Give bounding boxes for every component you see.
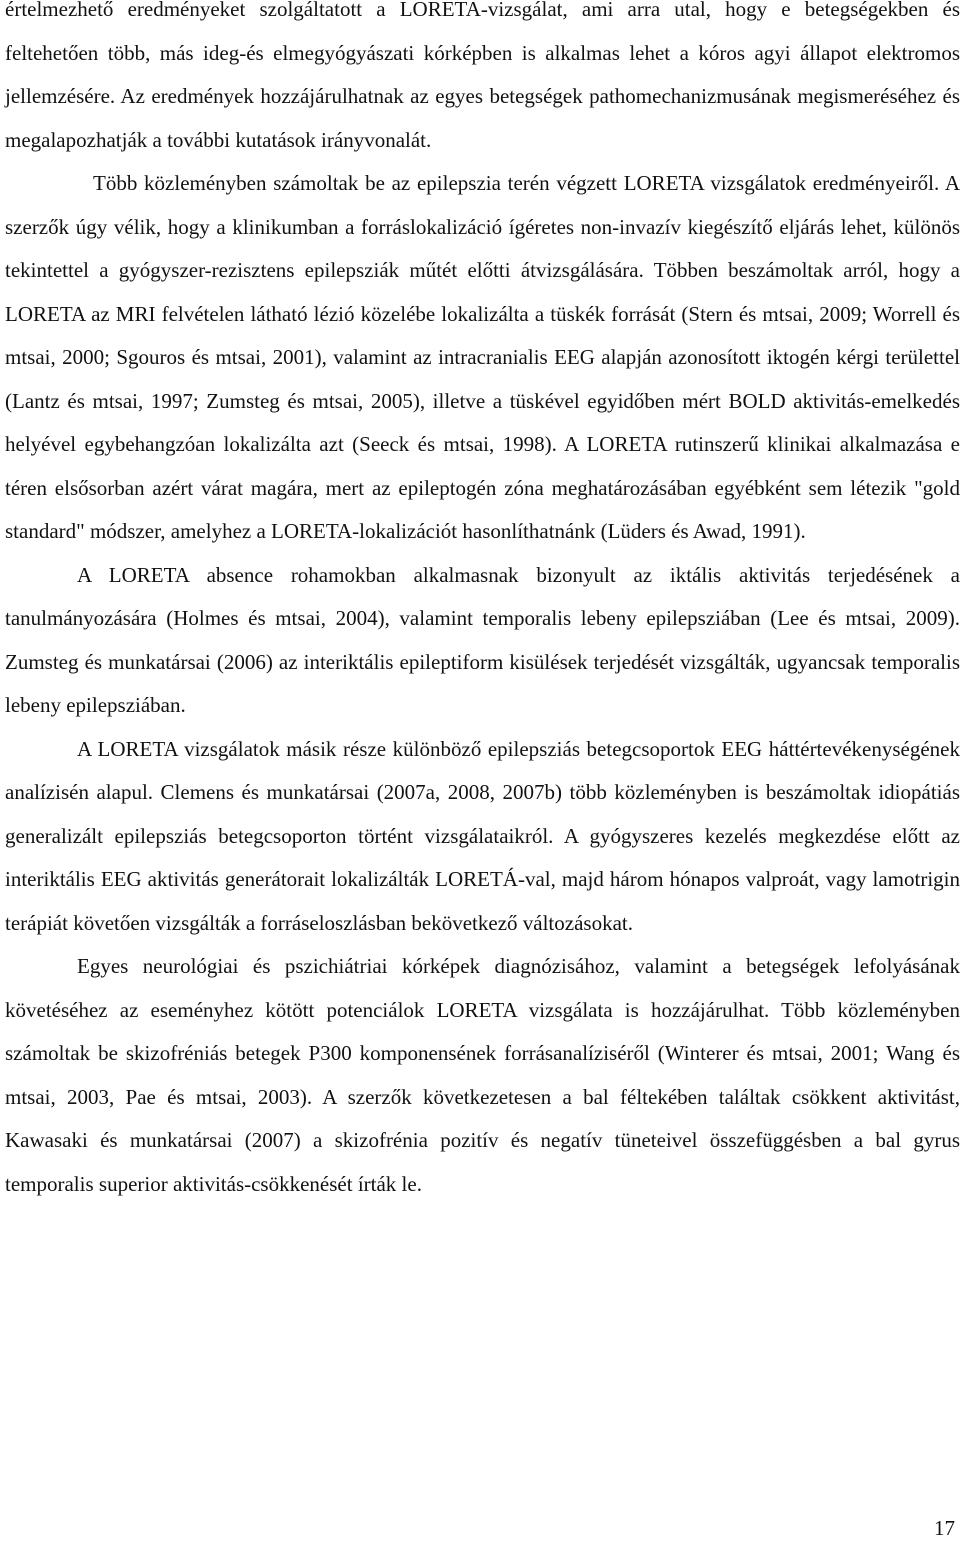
document-page: [5, 0, 960, 1206]
paragraph-absence-seizures: A LORETA absence rohamokban alkalmasnak bizonyult az iktális aktivitás terjedésének a tanulmányozására (Holmes és mtsai, 2004), valamint temporalis lebeny epilepsziában (Lee és mtsai, 2009). Zumsteg és munkatársai (2006) az interiktális epileptiform kisülések terjedését vizsgálták, ugyancsak temporalis lebeny epilepsziában.: [5, 562, 960, 717]
paragraph-background-activity: A LORETA vizsgálatok másik része különböző epilepsziás betegcsoportok EEG háttértevékenységének analízisén alapul. Clemens és munkatársai (2007a, 2008, 2007b) több közleményben is beszámoltak idiopátiás generalizált epilepsziás betegcsoporton történt vizsgálataikról. A gyógyszeres kezelés megkezdése előtt az interiktális EEG aktivitás generátorait lokalizálták LORETÁ-val, majd három hónapos valproát, vagy lamotrigin terápiát követően vizsgálták a forráseloszlásban bekövetkező változásokat.: [5, 736, 960, 935]
paragraph-epilepsy-loreta: Több közleményben számoltak be az epilepszia terén végzett LORETA vizsgálatok eredményeiről. A szerzők úgy vélik, hogy a klinikumban a forráslokalizáció ígéretes non-invazív kiegészítő eljárás lehet, különös tekintettel a gyógyszer-rezisztens epilepsziák műtét előtti átvizsgálására. Többen beszámoltak arról, hogy a LORETA az MRI felvételen látható lézió közelébe lokalizálta a tüskék forrását (Stern és mtsai, 2009; Worrell és mtsai, 2000; Sgouros és mtsai, 2001), valamint az intracranialis EEG alapján azonosított iktogén kérgi területtel (Lantz és mtsai, 1997; Zumsteg és mtsai, 2005), illetve a tüskével egyidőben mért BOLD aktivitás-emelkedés helyével egybehangzóan lokalizálta azt (Seeck és mtsai, 1998). A LORETA rutinszerű klinikai alkalmazása e téren elsősorban azért várat magára, mert az epileptogén zóna meghatározásában egyébként sem létezik "gold standard" módszer, amelyhez a LORETA-lokalizációt hasonlíthatnánk (Lüders és Awad, 1991).: [5, 171, 960, 543]
page-number: 17: [934, 1516, 955, 1540]
paragraph-continuation: értelmezhető eredményeket szolgáltatott a LORETA-vizsgálat, ami arra utal, hogy e betegségekben és feltehetően több, más ideg-és elmegyógyászati kórképben is alkalmas lehet a kóros agyi állapot elektromos jellemzésére. Az eredmények hozzájárulhatnak az egyes betegségek pathomechanizmusának megismeréséhez és megalapozhatják a további kutatások irányvonalát.: [5, 0, 960, 152]
paragraph-event-related-potentials: Egyes neurológiai és pszichiátriai kórképek diagnózisához, valamint a betegségek lefolyásának követéséhez az eseményhez kötött potenciálok LORETA vizsgálata is hozzájárulhat. Több közleményben számoltak be skizofréniás betegek P300 komponensének forrásanalíziséről (Winterer és mtsai, 2001; Wang és mtsai, 2003, Pae és mtsai, 2003). A szerzők következetesen a bal féltekében találtak csökkent aktivitást, Kawasaki és munkatársai (2007) a skizofrénia pozitív és negatív tüneteivel összefüggésben a bal gyrus temporalis superior aktivitás-csökkenését írták le.: [5, 954, 960, 1196]
